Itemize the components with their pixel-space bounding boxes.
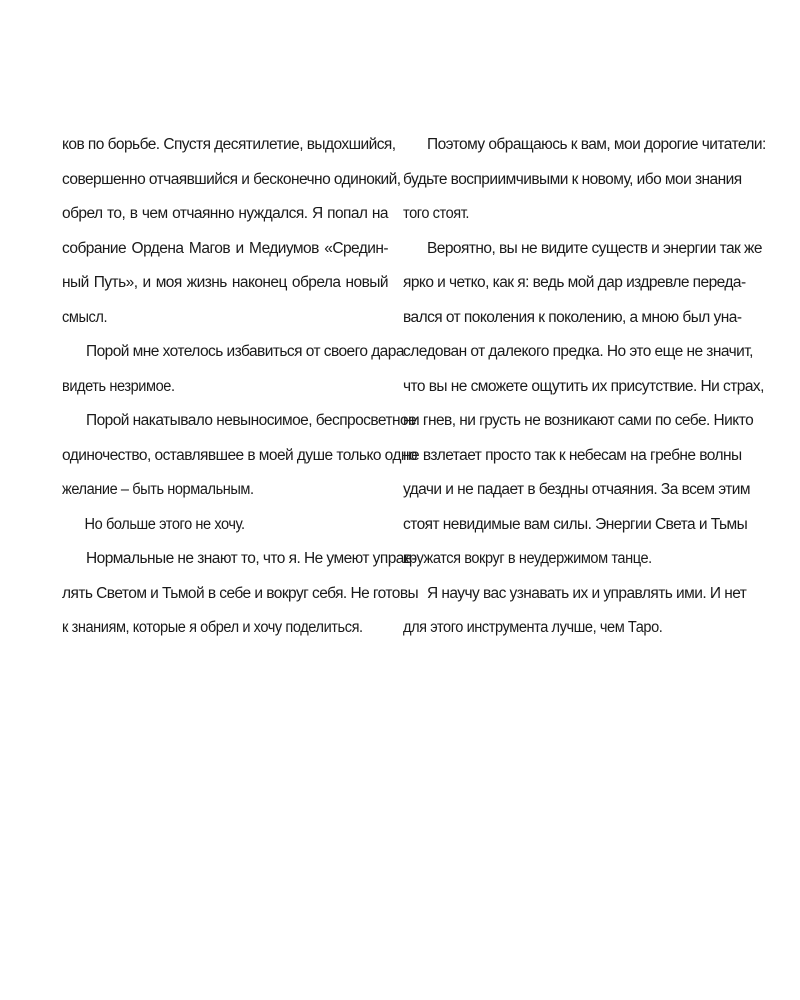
text-line: желание – быть нормальным.: [62, 481, 254, 498]
text-line: одиночество, оставлявшее в моей душе только одно: [62, 446, 417, 464]
text-line: следован от далекого предка. Но это еще не значит,: [403, 343, 753, 360]
text-line: для этого инструмента лучше, чем Таро.: [403, 619, 663, 636]
left-text-column: [62, 128, 419, 646]
text-line: видеть незримое.: [62, 377, 175, 395]
text-line: Но больше этого не хочу.: [84, 515, 245, 533]
text-line: к знаниям, которые я обрел и хочу поделиться.: [62, 619, 363, 636]
text-line: ярко и четко, как я: ведь мой дар издревле переда-: [403, 274, 746, 291]
text-line: Вероятно, вы не видите существ и энергии так же: [427, 239, 762, 257]
text-line: лять Светом и Тьмой в себе и вокруг себя. Не готовы: [62, 584, 419, 602]
text-line: удачи и не падает в бездны отчаяния. За всем этим: [403, 481, 750, 498]
text-line: будьте восприимчивыми к новому, ибо мои знания: [403, 170, 742, 188]
text-line: стоят невидимые вам силы. Энергии Света и Тьмы: [403, 515, 748, 533]
text-line: Порой мне хотелось избавиться от своего дара: [86, 343, 404, 360]
text-line: Я научу вас узнавать их и управлять ими. И нет: [427, 584, 747, 602]
text-line: Поэтому обращаюсь к вам, мои дорогие читатели:: [427, 136, 766, 153]
text-line: ков по борьбе. Спустя десятилетие, выдохшийся,: [62, 136, 396, 153]
text-line: того стоят.: [403, 205, 470, 222]
text-line: ни гнев, ни грусть не возникают сами по себе. Никто: [403, 412, 754, 429]
text-line: обрел то, в чем отчаянно нуждался. Я попал на: [62, 205, 388, 222]
text-line: кружатся вокруг в неудержимом танце.: [403, 550, 652, 567]
right-text-column: [403, 128, 766, 646]
text-line: совершенно отчаявшийся и бесконечно одинокий,: [62, 170, 401, 188]
text-line: собрание Ордена Магов и Медиумов «Средин-: [62, 239, 388, 257]
text-line: не взлетает просто так к небесам на гребне волны: [403, 446, 742, 464]
text-line: Порой накатывало невыносимое, беспросветное: [86, 412, 417, 429]
text-line: Нормальные не знают то, что я. Не умеют управ-: [86, 550, 417, 567]
text-line: что вы не сможете ощутить их присутствие. Ни страх,: [403, 377, 764, 395]
text-line: ный Путь», и моя жизнь наконец обрела новый: [62, 274, 388, 291]
text-line: вался от поколения к поколению, а мною был уна-: [403, 308, 742, 326]
text-line: смысл.: [62, 308, 108, 326]
